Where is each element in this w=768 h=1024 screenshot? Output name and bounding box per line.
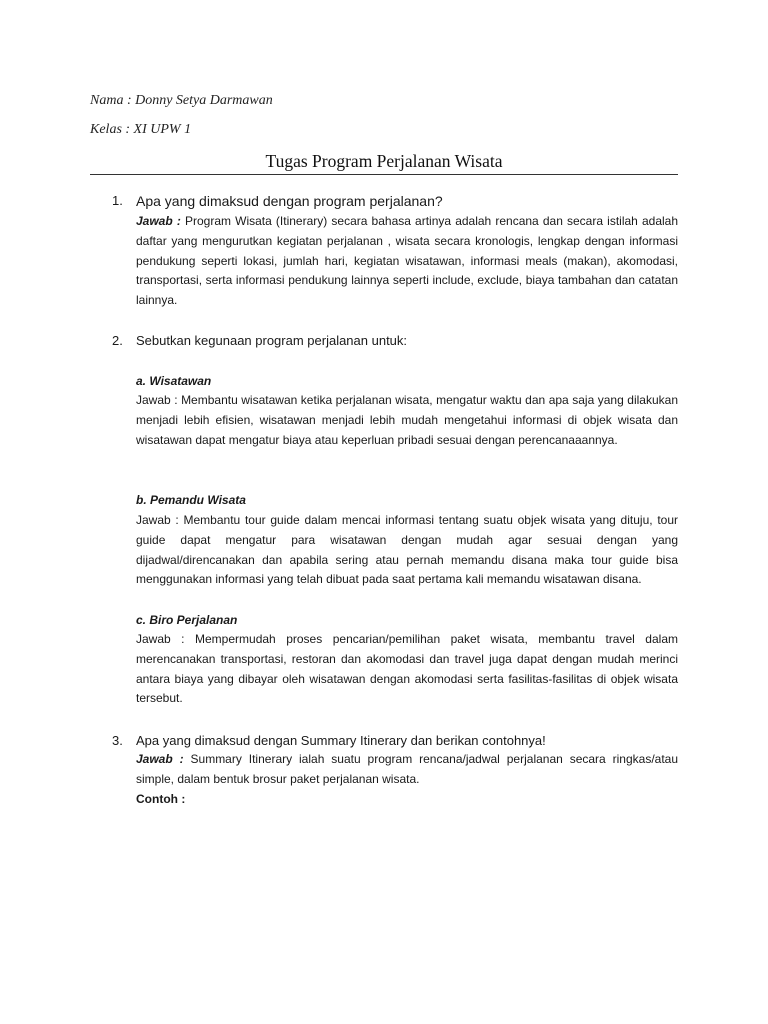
question-2-number: 2. xyxy=(112,333,123,348)
subsection-biro-answer xyxy=(136,630,678,709)
question-2-text: Sebutkan kegunaan program perjalanan untuk: xyxy=(136,333,408,348)
answer-text: Summary Itinerary ialah suatu program rencana/jadwal perjalanan secara ringkas/atau simple, dalam bentuk brosur paket perjalanan wisata. xyxy=(136,752,679,786)
subsection-biro-heading: c. Biro Perjalanan xyxy=(136,613,238,627)
answer-text: Mempermudah proses pencarian/pemilihan paket wisata, membantu travel dalam merencanakan transportasi, restoran dan akomodasi dan travel juga dapat dengan mudah merinci antara biaya yang dibayar oleh wisatawan dengan akomodasi serta fasilitas-fasilitas di objek wisata tersebut. xyxy=(136,632,678,706)
question-3-number: 3. xyxy=(112,733,123,748)
answer-text: Membantu tour guide dalam mencai informasi tentang suatu objek wisata yang dituju, tour guide dapat mengatur para wisatawan dengan mudah agar sesuai dengan yang dijadwal/direncanakan dan apabila sering atau pernah memandu disana maka tour guide bisa menggunakan informasi yang telah dibuat pada saat pertama kali memandu wisatawan disana. xyxy=(136,513,678,587)
title-underline xyxy=(90,174,678,175)
subsection-wisatawan-heading: a. Wisatawan xyxy=(136,374,212,388)
page-title: Tugas Program Perjalanan Wisata xyxy=(265,151,503,171)
answer-label: Jawab : xyxy=(136,513,179,527)
answer-text: Membantu wisatawan ketika perjalanan wisata, mengatur waktu dan apa saja yang dilakukan menjadi lebih efisien, wisatawan menjadi lebih mudah mengetahui informasi di objek wisata dan wisatawan dapat mengatur biaya atau keperluan pribadi sesuai dengan perencanaaannya. xyxy=(136,393,678,447)
question-1-answer xyxy=(136,212,678,311)
student-class: Kelas : XI UPW 1 xyxy=(90,122,192,137)
question-3-answer xyxy=(136,750,678,809)
student-name: Nama : Donny Setya Darmawan xyxy=(90,93,273,108)
answer-label: Jawab : xyxy=(136,632,185,646)
answer-text: Program Wisata (Itinerary) secara bahasa artinya adalah rencana dan secara istilah adalah daftar yang mengurutkan kegiatan perjalanan , wisata secara kronologis, lengkap dengan informasi pendukung seperti lokasi, jumlah hari, kegiatan wisatawan, informasi meals (makan), akomodasi, transportasi, serta informasi pendukung lainnya seperti include, exclude, biaya tambahan dan catatan lainnya. xyxy=(136,214,679,308)
question-3-text: Apa yang dimaksud dengan Summary Itinerary dan berikan contohnya! xyxy=(136,733,546,748)
subsection-pemandu-heading: b. Pemandu Wisata xyxy=(136,493,246,507)
subsection-wisatawan-answer xyxy=(136,391,678,450)
question-1-number: 1. xyxy=(112,193,123,208)
answer-label: Jawab : xyxy=(136,393,178,407)
answer-label: Jawab : xyxy=(136,752,184,766)
question-1-text: Apa yang dimaksud dengan program perjalanan? xyxy=(136,193,443,209)
example-label: Contoh : xyxy=(136,791,186,806)
subsection-pemandu-answer xyxy=(136,511,678,590)
answer-label: Jawab : xyxy=(136,214,181,228)
